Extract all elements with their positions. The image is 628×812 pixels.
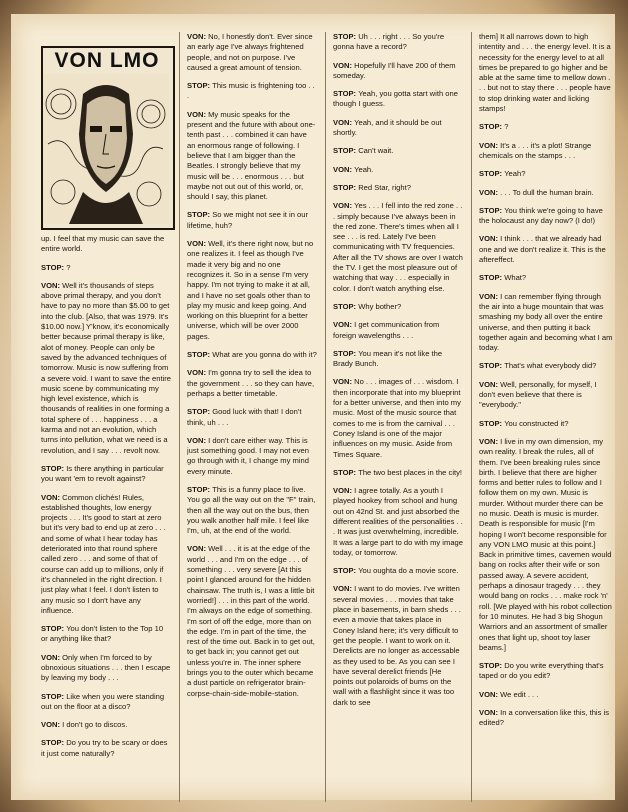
paragraph-text: Good luck with that! I don't think, uh . . . — [187, 407, 302, 427]
speaker-label: STOP: — [41, 738, 67, 748]
interview-paragraph — [41, 281, 171, 456]
paragraph-text: Common clichés! Rules, established thoughts, low energy projects . . . It's good to start at zero but it's very bad to end up at zero . . . and some of what I hear today has deteriorated into that round sphere called zero . . . and some of that of course can add up to millions, only if it's channeled in the right direction. I just play what I feel. I don't listen to any music so I don't have any influence. — [41, 492, 166, 615]
interview-paragraph — [479, 292, 613, 354]
speaker-label: STOP: — [333, 467, 359, 477]
column-divider — [325, 32, 326, 802]
speaker-label: STOP: — [187, 484, 213, 494]
interview-paragraph — [479, 234, 613, 265]
paragraph-text: Red Star, right? — [358, 182, 411, 192]
interview-paragraph — [479, 206, 613, 227]
speaker-label: STOP: — [479, 122, 505, 132]
interview-paragraph — [479, 361, 613, 371]
interview-paragraph — [333, 566, 463, 576]
speaker-label: STOP: — [41, 463, 67, 473]
speaker-label: STOP: — [333, 146, 359, 156]
speaker-label: VON: — [41, 720, 63, 730]
interview-paragraph — [333, 377, 463, 459]
speaker-label: VON: — [333, 377, 355, 387]
speaker-label: VON: — [187, 435, 209, 445]
paragraph-text: I want to do movies. I've written several movies . . . movies that take place in basements, in barn sheds . . . even a movie that takes place in Coney Island here; it's very difficult to get the people. I want to work on it. Derelicts are no longer as accessable as they used to be. As you can see I have several derelict friends [He points out polaroids of bums on the wall with a flashlight since it was too dark to see — [333, 584, 461, 707]
speaker-label: STOP: — [479, 169, 505, 179]
paragraph-text: What? — [504, 273, 527, 283]
paragraph-text: ? — [504, 122, 509, 132]
speaker-label: VON: — [41, 652, 63, 662]
speaker-label: VON: — [187, 239, 209, 249]
interview-paragraph — [41, 738, 171, 759]
speaker-label: VON: — [187, 544, 209, 554]
paragraph-text: Well . . . it is at the edge of the world . . . and I'm on the edge . . . of something . . . very severe [At this point I glanced around for the hidden chainsaw. The truth is, I was a little bit worried!] . . . in this part of the world. I'm always on the edge of something. I'm sort of off the edge, more than on the edge. I'm in part of the time, the rest of the time out. Back in to get out, to get back in; you cannot get out unless you're in. The inner sphere brings you to the outer which became a dust particle on refrigerator brain-corpse-chain-side-mobile-station. — [187, 544, 315, 698]
paragraph-text: Uh . . . right . . . So you're gonna have a record? — [333, 32, 445, 52]
interview-paragraph — [333, 165, 463, 175]
interview-paragraph — [333, 584, 463, 708]
interview-paragraph — [479, 122, 613, 132]
paragraph-text: ? — [66, 262, 71, 272]
interview-paragraph — [479, 708, 613, 729]
interview-paragraph — [187, 110, 317, 203]
interview-paragraph — [41, 263, 171, 273]
paragraph-text: Hopefully I'll have 200 of them someday. — [333, 60, 456, 80]
interview-paragraph — [333, 89, 463, 110]
interview-paragraph — [187, 32, 317, 73]
paragraph-text: This is a funny place to live. You go all the way out on the "F" train, then all the way out on the bus, then you walk another half mile. I feel like I'm, uh, at the end of the world. — [187, 484, 316, 536]
interview-paragraph — [187, 350, 317, 360]
interview-paragraph — [333, 183, 463, 193]
speaker-label: STOP: — [41, 691, 67, 701]
speaker-label: VON: — [333, 320, 355, 330]
interview-paragraph — [187, 544, 317, 698]
paragraph-text: Yeah, you gotta start with one though I guess. — [333, 89, 458, 109]
paragraph-text: No . . . images of . . . wisdom. I then incorporate that into my blueprint for a better universe, and then into my music. Most of the music source that comes to me is from the carnival . . . Coney Island is one of the major influences on my music. Aside from Times Square. — [333, 377, 461, 459]
paragraph-text: What are you gonna do with it? — [212, 350, 317, 360]
speaker-label: VON: — [41, 280, 63, 290]
interview-paragraph — [41, 464, 171, 485]
speaker-label: STOP: — [333, 348, 359, 358]
speaker-label: STOP: — [479, 205, 505, 215]
speaker-label: VON: — [333, 486, 355, 496]
paragraph-text: We edit . . . — [500, 689, 539, 699]
paragraph-text: I live in my own dimension, my own reality. I break the rules, all of them. I've been breaking rules since birth. I believe that there are higher forms and better rules to follow and I follow them on my own. Music is murder. Without murder there can be no music. Death is music is murder. Death is responsible for music [I'm hoping I won't become responsible for any VON LMO music at this point.] Back in primitive times, cavemen would bang on rocks after their wife or son passed away. A severe accident, perhaps a dinosaur tragedy . . . they would bang on rocks . . . make rock 'n' roll. [We played with his robot collection for 10 minutes. He had 3 big Shogun Warriors and an assortment of smaller ones that light up, shoot toy laser beams.] — [479, 436, 612, 652]
paragraph-text: No, I honestly don't. Ever since an early age I've always frightened people, and not on purpose. I've caused a great amount of tension. — [187, 32, 313, 72]
paragraph-text: The two best places in the city! — [358, 467, 463, 477]
speaker-label: VON: — [479, 379, 501, 389]
page-title: VON LMO — [54, 49, 160, 72]
magazine-page — [11, 14, 615, 800]
speaker-label: VON: — [479, 689, 501, 699]
interview-paragraph — [333, 320, 463, 341]
speaker-label: VON: — [187, 109, 209, 119]
interview-paragraph — [479, 437, 613, 653]
paragraph-text: That's what everybody did? — [504, 361, 597, 371]
paragraph-text: I can remember flying through the air into a huge mountain that was smashing my body all over the entire universe, and then putting it back together again and becoming what I am today. — [479, 291, 613, 353]
paragraph-text: You oughta do a movie score. — [358, 566, 459, 576]
paragraph-text: So we might not see it in our lifetime, huh? — [187, 210, 309, 230]
speaker-label: STOP: — [333, 89, 359, 99]
interview-paragraph — [187, 407, 317, 428]
paragraph-text: I think . . . that we already had one and we don't realize it. This is the aftereffect. — [479, 234, 606, 265]
speaker-label: VON: — [333, 164, 355, 174]
interview-paragraph — [41, 720, 171, 730]
interview-paragraph — [333, 118, 463, 139]
speaker-label: STOP: — [333, 182, 359, 192]
paragraph-text: My music speaks for the present and the future with about one-tenth past . . . combined it can have an enormous range of following. I believe that I am bigger than the Beatles. I strongly believe that my music will be . . . enormous . . . but maybe not out out of this world, or, should I say, this planet. — [187, 109, 316, 202]
paragraph-text: Do you try to be scary or does it just come naturally? — [41, 738, 168, 758]
speaker-label: VON: — [333, 60, 355, 70]
interview-paragraph — [479, 690, 613, 700]
speaker-label: STOP: — [187, 210, 213, 220]
interview-paragraph — [479, 419, 613, 429]
interview-paragraph — [41, 234, 171, 255]
interview-paragraph — [187, 436, 317, 477]
speaker-label: STOP: — [333, 301, 359, 311]
interview-paragraph — [187, 239, 317, 342]
paragraph-text: It's a . . . it's a plot! Strange chemicals on the stamps . . . — [479, 140, 592, 160]
paragraph-text: Why bother? — [358, 301, 402, 311]
interview-paragraph — [333, 32, 463, 53]
paragraph-text: Well, personally, for myself, I don't even believe that there is "everybody." — [479, 379, 597, 410]
interview-paragraph — [479, 273, 613, 283]
paragraph-text: You don't listen to the Top 10 or anything like that? — [41, 624, 164, 644]
paragraph-text: Well, it's there right now, but no one realizes it. I feel as though I've made it very big and no one recognizes it. So in a sense I'm very happy. I'm not trying to make it at all, and I have no set goals other than to play my music and keep going. And working on this blueprint for a better universe, which will be over 2000 pages. — [187, 239, 314, 341]
speaker-label: VON: — [333, 584, 355, 594]
paragraph-text: I don't go to discos. — [62, 720, 128, 730]
speaker-label: VON: — [479, 436, 501, 446]
interview-paragraph — [333, 201, 463, 294]
speaker-label: VON: — [333, 201, 355, 211]
speaker-label: VON: — [479, 708, 501, 718]
column-divider — [471, 32, 472, 802]
interview-paragraph — [333, 302, 463, 312]
paragraph-text: I get communication from foreign wavelengths . . . — [333, 320, 440, 340]
interview-paragraph — [333, 61, 463, 82]
paragraph-text: them] It all narrows down to high intentity and . . . the energy level. It is a necessity for the energy level to at all times be prepared to go higher and be able at the same time to mellow down . . . but not to stay there . . . people have to stop drinking water and licking stamps! — [479, 32, 611, 114]
speaker-label: STOP: — [479, 418, 505, 428]
speaker-label: VON: — [41, 492, 63, 502]
interview-paragraph — [479, 169, 613, 179]
paragraph-text: Yeah? — [504, 169, 526, 179]
interview-paragraph — [479, 661, 613, 682]
paragraph-text: In a conversation like this, this is edited? — [479, 708, 610, 728]
speaker-label: STOP: — [187, 350, 213, 360]
interview-paragraph — [187, 368, 317, 399]
paragraph-text: up. I feel that my music can save the entire world. — [41, 234, 165, 254]
speaker-label: STOP: — [41, 262, 67, 272]
speaker-label: VON: — [479, 187, 501, 197]
interview-paragraph — [41, 692, 171, 713]
interview-paragraph — [333, 486, 463, 558]
paragraph-text: Only when I'm forced to by obnoxious situations . . . then I escape by leaving my body . . . — [41, 652, 171, 683]
paragraph-text: Do you write everything that's taped or do you edit? — [479, 661, 604, 681]
paragraph-text: Like when you were standing out on the floor at a disco? — [41, 691, 165, 711]
paragraph-text: Yes . . . I fell into the red zone . . . simply because I've always been in the red zone. There's times when all I see . . . is red. Lately I've been communicating with TV frequencies. After all the TV shows are over I watch the TV. I get the most pleasure out of watching that way . . . especially in color. I don't watch anything else. — [333, 201, 463, 293]
paragraph-text: You mean it's not like the Brady Bunch. — [333, 348, 443, 369]
interview-paragraph — [187, 485, 317, 536]
paragraph-text: Yeah, and it should be out shortly. — [333, 117, 442, 138]
interview-paragraph — [479, 32, 613, 114]
speaker-label: VON: — [333, 117, 355, 127]
interview-paragraph — [479, 380, 613, 411]
interview-paragraph — [187, 81, 317, 102]
paragraph-text: This music is frightening too . . . — [187, 81, 315, 101]
paragraph-text: Can't wait. — [358, 146, 394, 156]
speaker-label: VON: — [187, 368, 209, 378]
interview-paragraph — [333, 146, 463, 156]
paragraph-text: I agree totally. As a youth I played hookey from school and hung out on 42nd St. and just absorbed the different realities of the personalities . . . It was just overwhelming, incredible. It was a large part to do with my image today, or tomorrow. — [333, 486, 463, 557]
paragraph-text: . . . To dull the human brain. — [500, 187, 594, 197]
column-divider — [179, 32, 180, 802]
speaker-label: STOP: — [479, 273, 505, 283]
interview-paragraph — [187, 210, 317, 231]
masthead-box — [41, 46, 175, 230]
speaker-label: VON: — [479, 291, 501, 301]
column-1 — [41, 234, 171, 809]
column-4 — [479, 32, 613, 792]
paragraph-text: Is there anything in particular you want 'em to revolt against? — [41, 463, 164, 484]
speaker-label: VON: — [187, 32, 209, 41]
interview-paragraph — [41, 493, 171, 617]
interview-paragraph — [41, 653, 171, 684]
speaker-label: VON: — [479, 140, 501, 150]
interview-paragraph — [479, 141, 613, 162]
interview-paragraph — [333, 349, 463, 370]
speaker-label: STOP: — [479, 661, 505, 671]
interview-paragraph — [333, 468, 463, 478]
speaker-label: STOP: — [187, 407, 213, 417]
paragraph-text: Well it's thousands of steps above primal therapy, and you don't have to pay no more than $5.00 to get into the club. [Also, that was 1979. It's $10.00 now.] Y'know, it's economically better because primal therapy is like, alot of money. People can only be saved by the advanced techniques of tomorrow. Music is now suffering from a severe void. I want to save the entire music scene by communicating my high level existence, which is thousands of realities in one forming a total sphere of . . . happiness . . . a karma and not an evolution, which turns into pellution, what we need is a revolution, and I say . . . revolt now. — [41, 280, 171, 455]
paragraph-text: Yeah. — [354, 164, 374, 174]
speaker-label: STOP: — [41, 624, 67, 634]
paragraph-text: You think we're going to have the holocaust any day now? (I do!) — [479, 205, 603, 226]
column-3 — [333, 32, 463, 792]
paragraph-text: You constructed it? — [504, 418, 569, 428]
speaker-label: VON: — [479, 234, 501, 244]
speaker-label: STOP: — [187, 81, 213, 91]
paragraph-text: I don't care either way. This is just something good. I may not even go through with it, I change my mind every minute. — [187, 435, 309, 476]
portrait-illustration — [43, 74, 169, 224]
speaker-label: STOP: — [333, 566, 359, 576]
paragraph-text: I'm gonna try to sell the idea to the government . . . so they can have, perhaps a better timetable. — [187, 368, 315, 398]
interview-paragraph — [41, 624, 171, 645]
column-2 — [187, 32, 317, 792]
interview-paragraph — [479, 188, 613, 198]
speaker-label: STOP: — [333, 32, 359, 41]
speaker-label: STOP: — [479, 361, 505, 371]
